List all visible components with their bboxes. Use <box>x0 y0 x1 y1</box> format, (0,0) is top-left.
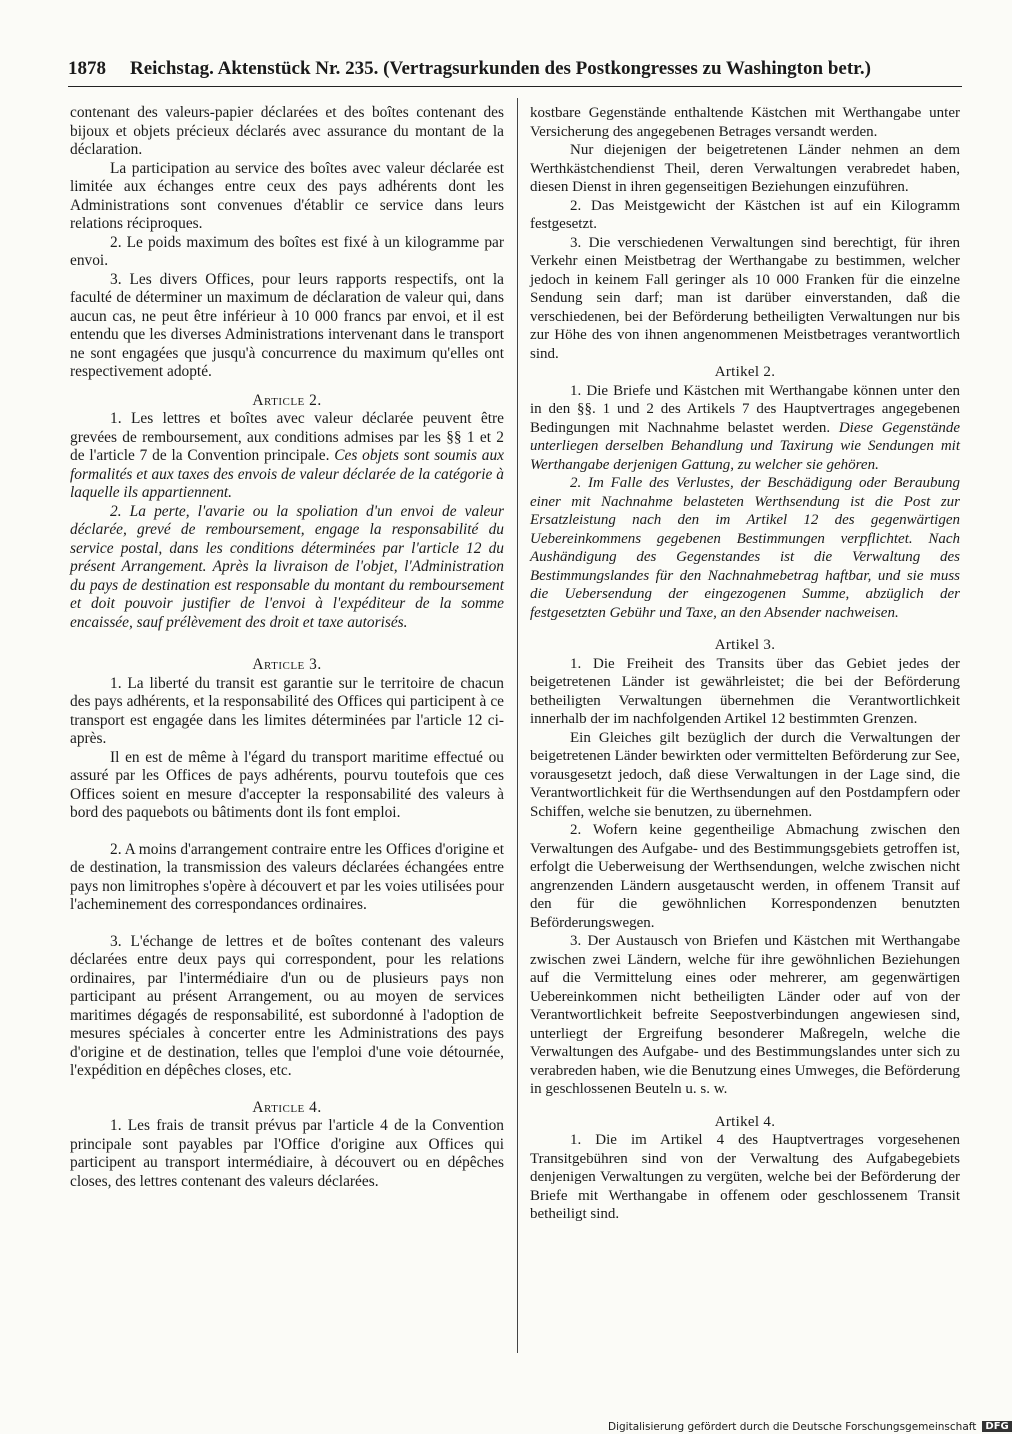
de-paragraph: 2. Wofern keine gegentheilige Abmachung zwischen den Verwaltungen des Aufgabe- und des Bestimmungsgebiets getroffen ist, erfolgt die Ueberweisung der Werthsendungen, welche zwischen nicht angrenzenden Ländern ausgetauscht werden, in offenem Transit auf den für die gewöhnlichen Korrespondenzen benutzten Beförderungswegen. <box>530 822 960 931</box>
french-column <box>70 104 504 1191</box>
running-title: Reichstag. Aktenstück Nr. 235. (Vertragsurkunden des Postkongresses zu Washington betr.) <box>130 58 871 79</box>
de-paragraph: 2. Im Falle des Verlustes, der Beschädigung oder Beraubung einer mit Nachnahme belasteten Werthsendung ist die Post zur Ersatzleistung nach den im Artikel 12 des gegenwärtigen Uebereinkommens gegebenen Bestimmungen verpflichtet. Nach Aushändigung des Gegenstandes ist die Verwaltung des Bestimmungslandes für den Nachnahmebetrag haftbar, und sie muss die Uebersendung der eingezogenen Summe, abzüglich der festgesetzten Gebühr und Taxe, an den Absender nachweisen. <box>530 475 960 621</box>
fr-article-heading: Article 3. <box>252 656 322 673</box>
german-column <box>530 104 960 1224</box>
column-separator <box>517 98 518 1353</box>
fr-paragraph: 2. A moins d'arrangement contraire entre les Offices d'origine et de destination, la transmission des valeurs déclarées échangées entre pays non limitrophes s'opère à découvert et par les voies utilisées pour l'acheminement des correspondances ordinaires. <box>70 840 504 913</box>
de-paragraph: Ein Gleiches gilt bezüglich der durch die Verwaltungen der beigetretenen Länder bewirkten oder vermittelten Beförderung zur See, vorausgesetzt jedoch, daß diese Verwaltungen in der Lage sind, die Verantwortlichkeit für die Werthsendungen auf den Postdampfern oder Schiffen, welche sie benutzen, zu übernehmen. <box>530 729 960 820</box>
fr-paragraph: Il en est de même à l'égard du transport maritime effectué ou assuré par les Offices de pays adhérents, pourvu toutefois que ces Offices soient en mesure d'accepter la responsabilité des valeurs à bord des paquebots ou bâtiments dont ils font emploi. <box>70 748 504 821</box>
fr-paragraph: 1. Les lettres et boîtes avec valeur déclarée peuvent être grevées de remboursement, aux conditions admises par les §§ 1 et 2 de l'article 7 de la Convention principale. Ces objets sont soumis aux formalités et aux taxes des envois de valeur déclarée de la catégorie à laquelle ils appartiennent. <box>70 410 504 501</box>
fr-article-heading: Article 2. <box>252 391 322 409</box>
de-paragraph: 1. Die Briefe und Kästchen mit Werthangabe können unter den in den §§. 1 und 2 des Artikels 7 des Hauptvertrages angegebenen Bedingungen mit Nachnahme belastet werden. Diese Gegenstände unterliegen derselben Behandlung und Taxirung wie Sendungen mit Werthangabe derjenigen Gattung, zu welcher sie gehören. <box>530 382 961 473</box>
de-paragraph: 1. Die im Artikel 4 des Hauptvertrages vorgesehenen Transitgebühren sind von der Verwaltung des Aufgabegebiets denjenigen Verwaltungen zu vergüten, welche bei der Beförderung der Briefe mit Werthangabe in offenem oder geschlossenem Transit betheiligt sind. <box>530 1132 960 1222</box>
page-header <box>68 58 948 84</box>
de-article-heading: Artikel 3. <box>714 637 776 653</box>
fr-paragraph: 2. La perte, l'avarie ou la spoliation d'un envoi de valeur déclarée, grevé de remboursement, engage la responsabilité du service postal, dans les conditions déterminées par l'article 12 du présent Arrangement. Après la livraison de l'objet, l'Administration du pays de destination est responsable du montant du remboursement et doit pouvoir justifier de l'envoi à l'expéditeur de la somme encaissée, sauf prélèvement des droit et taxe autorisés. <box>70 502 504 631</box>
de-paragraph: Nur diejenigen der beigetretenen Länder nehmen an dem Werthkästchendienst Theil, deren Verwaltungen verabredet haben, diesen Dienst in ihren gegenseitigen Beziehungen einzuführen. <box>530 142 960 195</box>
de-paragraph: 3. Die verschiedenen Verwaltungen sind berechtigt, für ihren Verkehr einen Meistbetrag der Werthangabe zu bestimmen, welcher jedoch in keinem Fall geringer als 10 000 Franken für die einzelne Sendung sein darf; man ist darüber einverstanden, daß die verschiedenen, bei der Beförderung betheiligten Verwaltungen nur bis zur Höhe des von ihnen angenommenen Meistbetrages verantwortlich sind. <box>530 234 960 362</box>
footer-text: Digitalisierung gefördert durch die Deutsche Forschungsgemeinschaft <box>608 1420 977 1433</box>
de-paragraph: 1. Die Freiheit des Transits über das Gebiet jedes der beigetretenen Länder ist gewährleistet; die bei der Beförderung betheiligten Verwaltungen übernehmen die Verantwortlichkeit innerhalb der im nachfolgenden Artikel 12 bestimmten Grenzen. <box>530 655 960 727</box>
fr-paragraph: 2. Le poids maximum des boîtes est fixé à un kilogramme par envoi. <box>70 233 504 269</box>
fr-paragraph: contenant des valeurs-papier déclarées et des boîtes contenant des bijoux et objets précieux déclarés avec assurance du montant de la déclaration. <box>70 104 504 158</box>
de-paragraph: kostbare Gegenstände enthaltende Kästchen mit Werthangabe unter Versicherung des angegebenen Betrages versandt werden. <box>530 105 960 140</box>
fr-article-heading: Article 4. <box>252 1098 322 1116</box>
fr-paragraph: 3. L'échange de lettres et de boîtes contenant des valeurs déclarées entre deux pays qui correspondent, pour les relations ordinaires, par l'intermédiaire d'un ou de plusieurs pays non participant au présent Arrangement, ou au moyen de services maritimes dégagés de responsabilité, est subordonné à l'adoption de mesures spéciales à concerter entre les Administrations des pays d'origine et de destination, telles que l'emploi d'une voie détournée, l'expédition en dépêches closes, etc. <box>70 932 504 1079</box>
de-paragraph: 2. Das Meistgewicht der Kästchen ist auf ein Kilogramm festgesetzt. <box>530 197 960 232</box>
de-paragraph: 3. Der Austausch von Briefen und Kästchen mit Werthangabe zwischen zwei Ländern, welche für ihre gewöhnlichen Beziehungen auf die Vermittelung eines oder mehrerer, am gegenwärtigen Uebereinkommen nicht betheiligten Länder oder auf von der Verantwortlichkeit befreite Seepostverbindungen angewiesen sind, unterliegt der Ergreifung besonderer Maßregeln, welche die Verwaltungen des Aufgabe- und des Bestimmungslandes unter sich zu verabreden haben, wie die Benutzung eines Umweges, die Beförderung in geschlossenen Beuteln u. s. w. <box>530 933 960 1097</box>
header-rule <box>68 86 962 87</box>
fr-paragraph: 1. Les frais de transit prévus par l'article 4 de la Convention principale sont payables par l'Office d'origine aux Offices qui participent au transport intermédiaire, à découvert ou en dépêches closes, des lettres contenant des valeurs déclarées. <box>70 1117 504 1190</box>
de-article-heading: Artikel 2. <box>714 364 776 380</box>
fr-paragraph: 3. Les divers Offices, pour leurs rapports respectifs, ont la faculté de déterminer un maximum de déclaration de valeur qui, dans aucun cas, ne peut être inférieur à 10 000 francs par envoi, et il est entendu que les diverses Administrations intervenant dans le transport ne sont engagées que jusqu'à concurrence du maximum qu'elles ont respectivement adopté. <box>70 270 504 380</box>
page-number: 1878 <box>68 58 106 79</box>
digitization-footer <box>608 1419 1009 1434</box>
dfg-logo: DFG <box>982 1421 1011 1432</box>
fr-paragraph: La participation au service des boîtes avec valeur déclarée est limitée aux échanges entre ceux des pays adhérents dont les Administrations sont convenues d'établir ce service dans leurs relations réciproques. <box>70 159 504 232</box>
fr-paragraph: 1. La liberté du transit est garantie sur le territoire de chacun des pays adhérents, et la responsabilité des Offices qui participent à ce transport est engagée dans les limites déterminées par l'article 12 ci-après. <box>70 674 504 747</box>
de-article-heading: Artikel 4. <box>714 1113 776 1130</box>
